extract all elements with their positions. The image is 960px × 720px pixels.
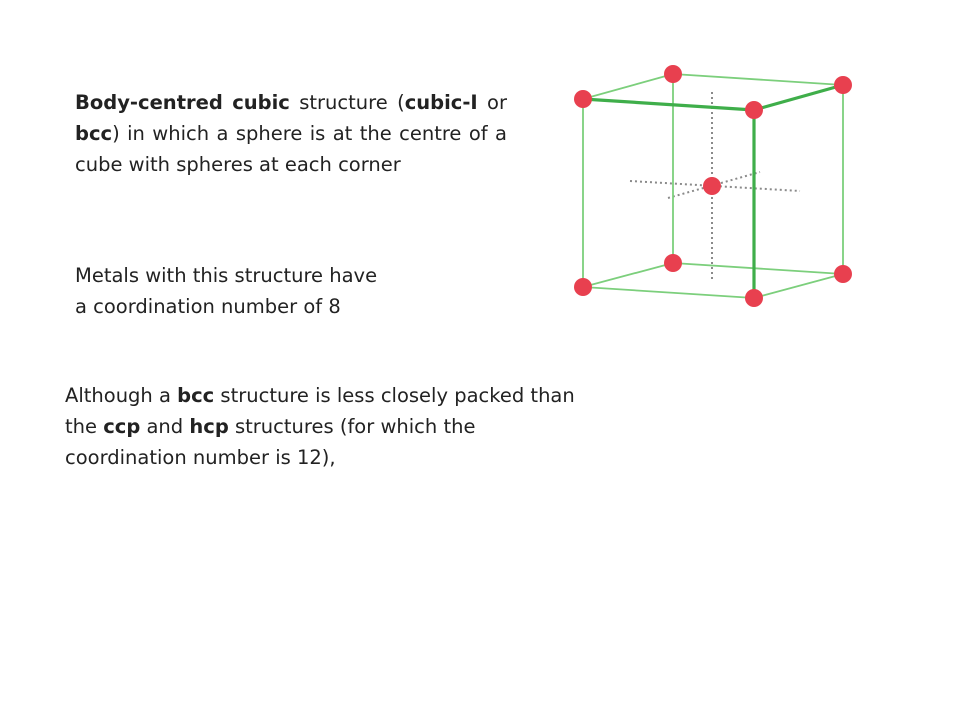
sphere-bottom-front-left [574, 278, 592, 296]
edge-bottom-back-right [673, 263, 843, 274]
note-text-4: structures (for which the coordination number is 12), [65, 415, 476, 469]
note-text-1: Although a [65, 384, 178, 407]
sphere-top-front-left [574, 90, 592, 108]
definition-text-3: ) in which a sphere is at the centre of a cube with spheres at each corner [75, 122, 507, 176]
definition-text-1: structure ( [289, 91, 405, 114]
definition-text-2: or [477, 91, 508, 114]
edge-back-top [583, 74, 673, 99]
term-hcp: hcp [189, 415, 229, 438]
sphere-bottom-back-right [834, 265, 852, 283]
sphere-top-back-right [834, 76, 852, 94]
edge-back-right-top [673, 74, 843, 85]
term-cubic: cubic [232, 91, 290, 114]
term-cubic-i: cubic-I [404, 91, 478, 114]
coordination-line-1: Metals with this structure have [75, 264, 378, 287]
sphere-bottom-back-left [664, 254, 682, 272]
sphere-top-back-left [664, 65, 682, 83]
term-bcc-note: bcc [177, 384, 215, 407]
bcc-unit-cell-diagram [560, 55, 870, 315]
packing-note-text [65, 380, 575, 473]
sphere-bottom-front-right [745, 289, 763, 307]
sphere-top-front-right [745, 101, 763, 119]
term-body-centred: Body-centred [75, 91, 223, 114]
edge-bottom-front [583, 287, 754, 298]
edge-bottom-back [583, 263, 673, 287]
coordination-number-text [75, 260, 455, 322]
note-text-2: structure is less closely packed than the [65, 384, 575, 438]
edge-top-right [754, 85, 843, 110]
edge-front-top [583, 99, 754, 110]
note-text-3: and [140, 415, 190, 438]
term-ccp: ccp [103, 415, 141, 438]
term-bcc: bcc [75, 122, 113, 145]
bcc-definition-text [75, 87, 507, 180]
coordination-line-2: a coordination number of 8 [75, 295, 341, 318]
edge-bottom-right [754, 274, 843, 298]
sphere-centre [703, 177, 721, 195]
